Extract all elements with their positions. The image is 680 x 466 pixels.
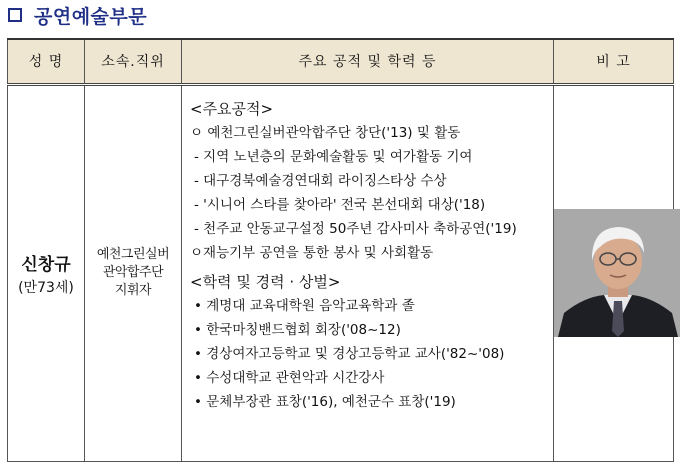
achievement-item: ㅇ 예천그린실버관악합주단 창단('13) 및 활동 xyxy=(190,124,461,141)
achievements-cell xyxy=(182,84,554,462)
position-line: 지휘자 xyxy=(114,283,152,299)
header-achievements: 주요 공적 및 학력 등 xyxy=(182,39,554,84)
achievement-item: - '시니어 스타를 찾아라' 전국 본선대회 대상('18) xyxy=(194,196,486,213)
achievements-title: <주요공적> xyxy=(190,99,274,118)
achievement-item: - 대구경북예술경연대회 라이징스타상 수상 xyxy=(194,172,447,189)
achievement-item: ㅇ재능기부 공연을 통한 봉사 및 사회활동 xyxy=(190,244,434,261)
section-title-text: 공연예술부문 xyxy=(34,5,148,28)
education-item: • 계명대 교육대학원 음악교육학과 졸 xyxy=(194,297,415,314)
header-note: 비 고 xyxy=(554,39,674,84)
position-line: 예천그린실버 xyxy=(96,247,170,263)
position-cell xyxy=(85,84,182,462)
checkbox-icon xyxy=(8,8,22,22)
portrait-image xyxy=(554,209,680,337)
portrait-photo xyxy=(554,209,680,337)
person-age: (만73세) xyxy=(18,279,74,296)
person-row xyxy=(8,84,674,462)
header-row xyxy=(8,39,674,84)
education-item: • 한국마칭밴드협회 회장('08~12) xyxy=(194,321,401,338)
education-item: • 문체부장관 표창('16), 예천군수 표창('19) xyxy=(194,393,456,410)
header-position: 소속.직위 xyxy=(85,39,182,84)
achievement-item: - 지역 노년층의 문화예술활동 및 여가활동 기여 xyxy=(194,148,473,165)
award-table xyxy=(7,38,674,462)
header-name: 성 명 xyxy=(8,39,85,84)
person-name: 신창규 xyxy=(21,254,71,275)
education-item: • 경상여자고등학교 및 경상고등학교 교사('82~'08) xyxy=(194,345,505,362)
section-title xyxy=(8,2,147,28)
position-line: 관악합주단 xyxy=(102,265,164,281)
name-cell xyxy=(8,84,85,462)
note-cell xyxy=(554,84,674,462)
education-item: • 수성대학교 관현악과 시간강사 xyxy=(194,369,385,386)
achievement-item: - 천주교 안동교구설정 50주년 감사미사 축하공연('19) xyxy=(194,220,517,237)
education-title: <학력 및 경력 · 상벌> xyxy=(190,272,341,291)
